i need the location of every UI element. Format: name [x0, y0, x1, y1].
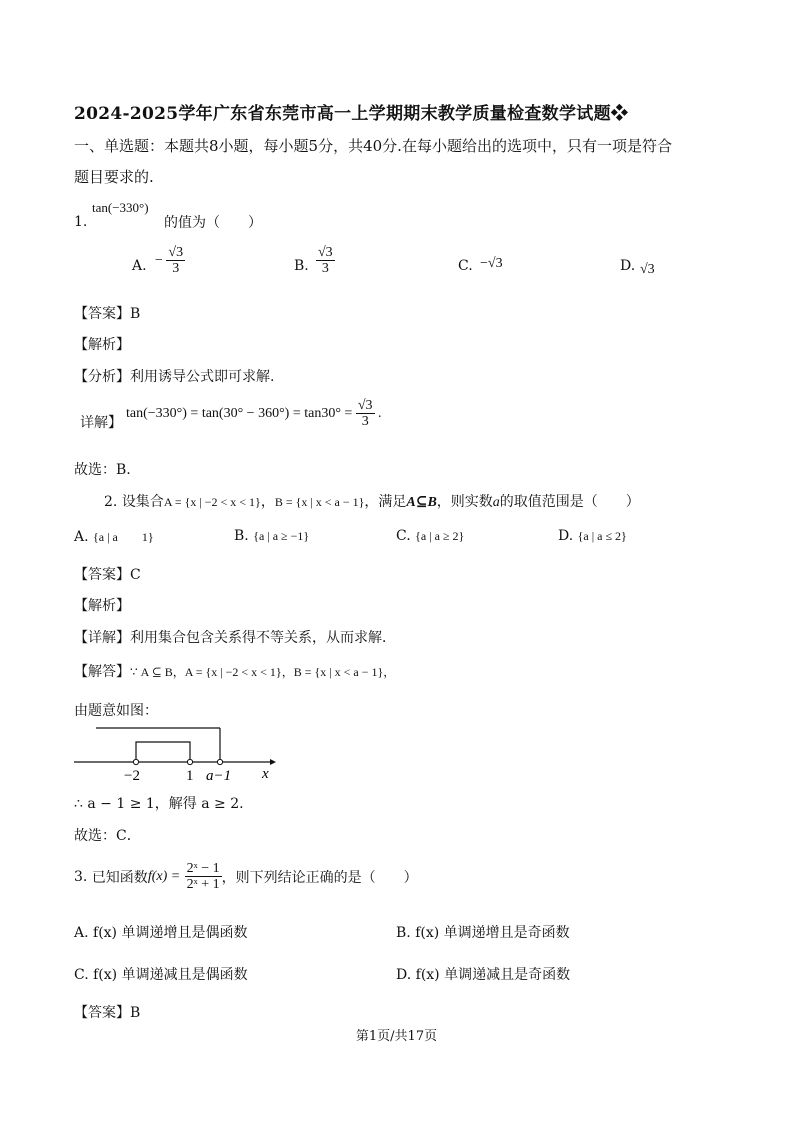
q1-number: 1.: [74, 214, 88, 230]
detail-tag: 【详解】: [74, 630, 130, 646]
answer-tag: 【答案】: [74, 306, 130, 322]
q2-option-d-text: {a | a ≤ 2}: [577, 529, 627, 543]
q1-detail-num: √3: [357, 398, 373, 413]
answer-value: B: [130, 306, 141, 322]
section-heading: 一、单选题：本题共8小题，每小题5分，共40分.在每小题给出的选项中，只有一项是符合: [74, 137, 672, 155]
page-title: 2024-2025学年广东省东莞市高一上学期期末教学质量检查数学试题❖: [74, 104, 629, 124]
q1-option-b-label: B.: [294, 258, 309, 274]
q2-stem-c: ，则实数: [436, 494, 493, 510]
point-a-minus-one: [217, 759, 222, 764]
q3-num: 2ˣ − 1: [186, 861, 220, 876]
q2-option-a: [74, 528, 154, 545]
q3-stem-b: ，则下列结论正确的是（ ）: [221, 869, 418, 886]
q2-var: a: [492, 495, 500, 510]
q2-result: ∴ a − 1 ≥ 1，解得 a ≥ 2.: [74, 796, 244, 812]
q2-sep: ，: [260, 494, 275, 510]
label-x: x: [262, 766, 269, 782]
label-a-minus-one: a−1: [206, 768, 232, 784]
q1-conclusion: 故选：B.: [74, 462, 131, 478]
point-minus-two: [133, 759, 138, 764]
set-a-bracket: [136, 742, 190, 762]
q1-detail-tag: 详解】: [80, 415, 122, 431]
q3-frac: [185, 861, 222, 893]
q3-option-b-text: f(x) 单调递增且是奇函数: [415, 925, 570, 941]
q1-stem: 的值为（ ）: [164, 215, 262, 231]
q1-detail-expr: [126, 398, 382, 430]
answer-value: B: [130, 1005, 141, 1021]
q1-option-b: [316, 245, 335, 277]
q2-detail: [74, 627, 396, 647]
q1-option-a-frac: [166, 245, 185, 277]
q2-option-c: [396, 528, 464, 544]
q2-option-d-label: D.: [558, 528, 574, 544]
q2-answer: [74, 564, 141, 584]
q3-answer: [74, 1002, 140, 1022]
page-footer: 第1页/共17页: [355, 1029, 438, 1044]
q3-option-a-label: A.: [74, 925, 89, 941]
q2-stem: [104, 491, 640, 511]
q2-option-a-text: {a | a 1}: [93, 530, 154, 544]
q1-option-b-den: 3: [321, 261, 329, 277]
q3-stem: [74, 861, 418, 893]
q3-fx: f(x) =: [147, 868, 181, 884]
q2-conclusion: 故选：C．: [74, 828, 141, 844]
q3-option-b-label: B.: [396, 925, 411, 941]
q1-expr: tan(−330°): [92, 200, 149, 215]
q1-jiexi-tag: 【解析】: [74, 337, 130, 353]
q2-option-b-label: B.: [234, 528, 249, 544]
solve-tag: 【解答】: [74, 664, 130, 680]
q1-option-a-sign: −: [155, 252, 163, 268]
q2-option-a-label: A.: [74, 529, 89, 545]
solve-text: ∵ A ⊆ B，A = {x | −2 < x < 1}，B = {x | x < a − 1}，: [130, 665, 396, 679]
q2-jiexi-tag: 【解析】: [74, 598, 130, 614]
q2-number: 2.: [104, 494, 118, 510]
q1-option-d-label: D.: [620, 258, 636, 274]
q3-option-d: [396, 964, 570, 984]
detail-text: 利用集合包含关系得不等关系，从而求解．: [130, 630, 396, 646]
point-one: [187, 759, 192, 764]
q3-option-a-text: f(x) 单调递增且是偶函数: [93, 925, 248, 941]
q1-fenxi: [74, 366, 274, 386]
answer-tag: 【答案】: [74, 1005, 130, 1021]
q1-option-a-label: A.: [132, 258, 147, 274]
label-one: 1: [186, 768, 194, 784]
q3-option-b: [396, 922, 570, 942]
q3-den: 2ˣ + 1: [186, 877, 220, 893]
q1-option-b-frac: [316, 245, 335, 277]
answer-value: C: [130, 567, 141, 583]
section-heading-cont: 题目要求的.: [74, 168, 154, 186]
q1-option-a-den: 3: [172, 261, 180, 277]
q3-option-c-text: f(x) 单调递减且是偶函数: [93, 967, 248, 983]
q2-option-d: [558, 528, 627, 544]
q2-stem-b: ，满足: [364, 494, 407, 510]
q1-answer: [74, 303, 140, 323]
q1-option-b-num: √3: [318, 245, 333, 260]
q1-detail-end: .: [378, 405, 382, 421]
q3-option-c-label: C.: [74, 967, 89, 983]
axis-arrow: [270, 759, 276, 765]
q2-set-a: A = {x | −2 < x < 1}: [163, 495, 261, 509]
q3-option-d-text: f(x) 单调递减且是奇函数: [415, 967, 571, 983]
q2-option-c-label: C.: [396, 528, 411, 544]
q1-detail-frac: [356, 398, 375, 430]
q1-option-d: √3: [640, 262, 655, 277]
fenxi-tag: 【分析】: [74, 369, 130, 385]
q2-diagram-intro: 由题意如图：: [74, 703, 158, 719]
q1-option-c: −√3: [480, 256, 503, 271]
q2-solve: [74, 661, 395, 681]
q1-option-a: [155, 245, 185, 277]
fenxi-text: 利用诱导公式即可求解.: [130, 369, 275, 385]
q2-set-b: B = {x | x < a − 1}: [274, 495, 365, 509]
q3-stem-a: 已知函数: [91, 869, 148, 886]
q3-option-d-label: D.: [396, 967, 412, 983]
q2-stem-a: 设集合: [121, 494, 164, 510]
label-minus-two: −2: [124, 768, 140, 784]
q2-option-c-text: {a | a ≥ 2}: [415, 529, 465, 543]
q2-stem-d: 的取值范围是（ ）: [499, 494, 640, 510]
q3-number: 3.: [74, 868, 88, 885]
q2-option-b-text: {a | a ≥ −1}: [253, 529, 310, 543]
q1-option-a-num: √3: [168, 245, 184, 260]
q2-relation: A⊆B: [406, 495, 437, 510]
number-line-diagram: [72, 722, 282, 784]
q3-option-c: [74, 964, 248, 984]
q1-detail-eq: tan(−330°) = tan(30° − 360°) = tan30° =: [126, 405, 353, 421]
q1-detail-den: 3: [361, 414, 369, 430]
answer-tag: 【答案】: [74, 567, 130, 583]
q3-option-a: [74, 922, 247, 942]
q1-option-c-label: C.: [458, 258, 473, 274]
q2-option-b: [234, 528, 309, 544]
